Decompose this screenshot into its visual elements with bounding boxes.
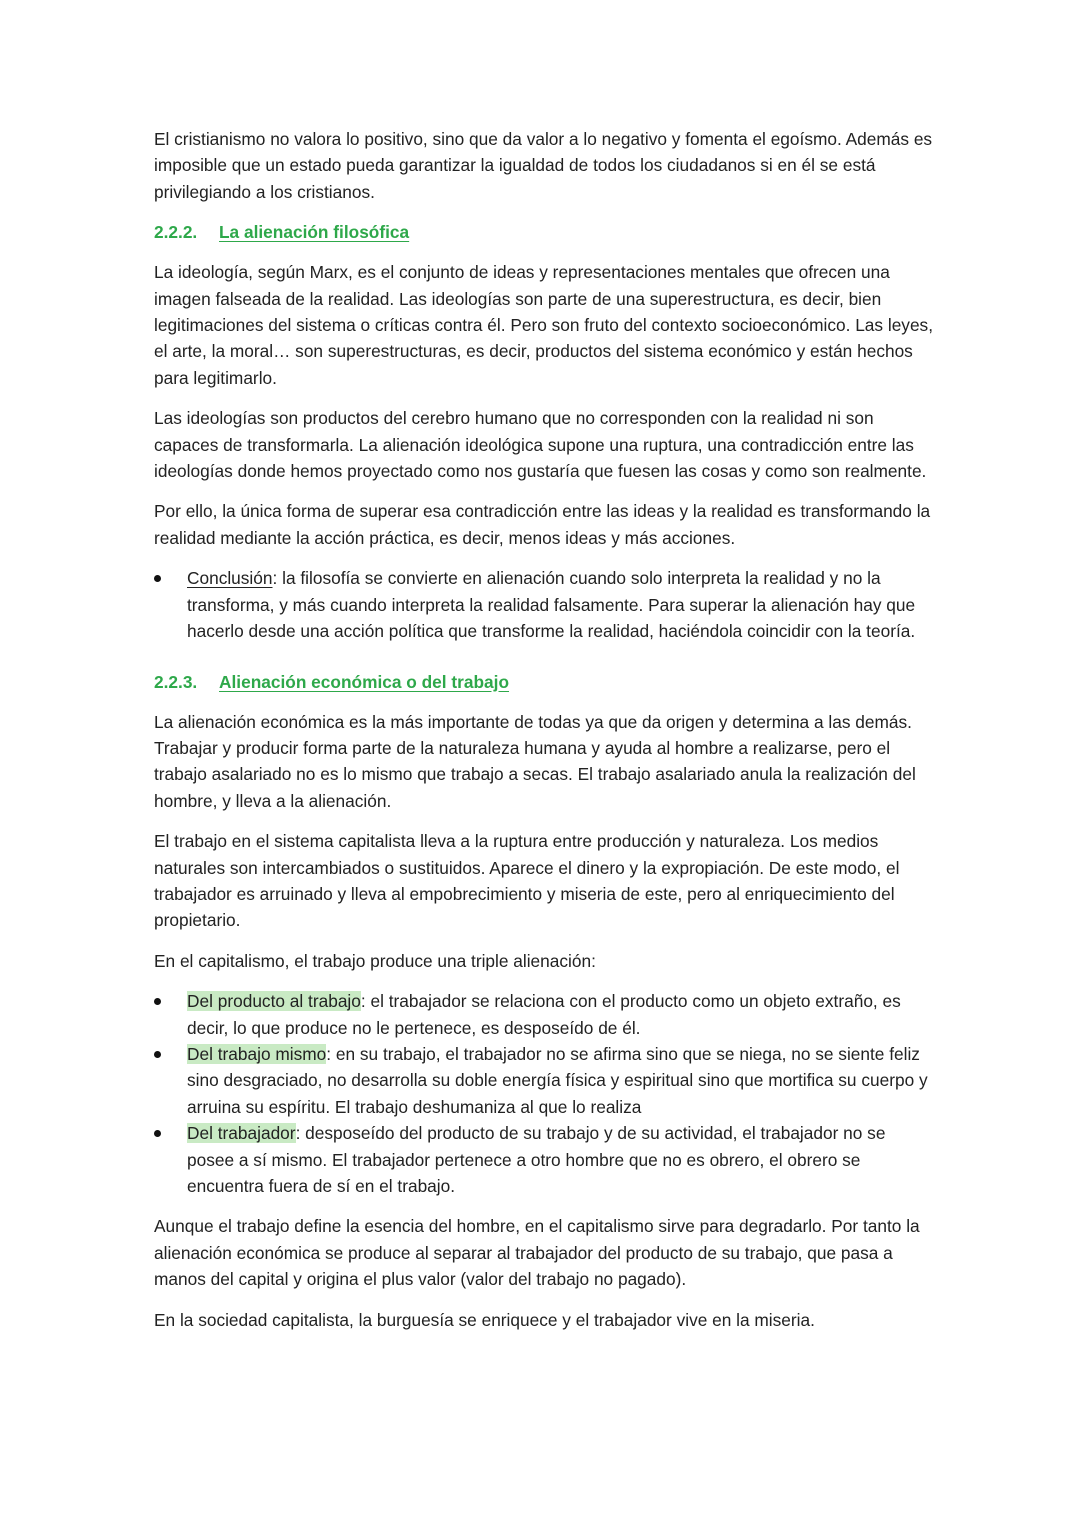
list-item [154,1120,934,1199]
highlighted-term: Del trabajador [187,1123,296,1144]
bullet-icon [154,998,161,1005]
conclusion-list [154,565,934,644]
section-number: 2.2.2. [154,222,198,243]
conclusion-text: : la filosofía se convierte en alienación cuando solo interpreta la realidad y no la transforma, y más cuando interpreta la realidad falsamente. Para superar la alienación hay que hacerlo desde una acción política que transforme la realidad, haciéndola coincidir con la teoría. [187,568,916,642]
document-page [154,126,934,1347]
highlighted-term: Del trabajo mismo [187,1043,327,1064]
body-paragraph: El trabajo en el sistema capitalista lleva a la ruptura entre producción y naturaleza. Los medios naturales son intercambiados o sustituidos. Aparece el dinero y la expropiación. De este modo, el trabajador es arruinado y lleva al empobrecimiento y miseria de este, pero al enriquecimiento del propietario. [154,831,900,931]
highlighted-term: Del producto al trabajo [187,991,361,1012]
body-paragraph: Las ideologías son productos del cerebro humano que no corresponden con la realidad ni son capaces de transformarla. La alienación ideológica supone una ruptura, una contradicción entre las ideologías donde hemos proyectado como nos gustaría que fuesen las cosas y como son realmente. [154,408,927,482]
body-paragraph: La alienación económica es la más importante de todas ya que da origen y determina a las demás. Trabajar y producir forma parte de la naturaleza humana y ayuda al hombre a realizarse, pero el trabajo asalariado no es lo mismo que trabajo a secas. El trabajo asalariado anula la realización del hombre, y lleva a la alienación. [154,711,916,811]
list-item-text: : en su trabajo, el trabajador no se afirma sino que se niega, no se siente feliz sino desgraciado, no desarrolla su doble energía física y espiritual sino que mortifica su cuerpo y arruina su espíritu. El trabajo deshumaniza al que lo realiza [187,1043,928,1117]
list-item [154,988,934,1041]
section-heading-2-2-2 [154,219,934,245]
body-paragraph: Aunque el trabajo define la esencia del hombre, en el capitalismo sirve para degradarlo. Por tanto la alienación económica se produce al separar al trabajador del producto de su trabajo, que pasa a manos del capital y origina el plus valor (valor del trabajo no pagado). [154,1216,920,1290]
list-item-text: : desposeído del producto de su trabajo y de su actividad, el trabajador no se posee a sí mismo. El trabajador pertenece a otro hombre que no es obrero, el obrero se encuentra fuera de sí en el trabajo. [187,1123,886,1196]
section-title: La alienación filosófica [219,222,410,243]
list-item [154,1041,934,1120]
intro-paragraph: El cristianismo no valora lo positivo, sino que da valor a lo negativo y fomenta el egoísmo. Además es imposible que un estado pueda garantizar la igualdad de todos los ciudadanos si en él se está privilegiando a los cristianos. [154,129,933,202]
bullet-icon [154,575,161,582]
bullet-icon [154,1051,161,1058]
section-heading-2-2-3 [154,669,934,695]
list-item [154,565,934,644]
body-paragraph: En el capitalismo, el trabajo produce una triple alienación: [154,950,596,971]
body-paragraph: En la sociedad capitalista, la burguesía se enriquece y el trabajador vive en la miseria. [154,1309,815,1330]
conclusion-term: Conclusión [187,568,273,589]
body-paragraph: La ideología, según Marx, es el conjunto de ideas y representaciones mentales que ofrecen una imagen falseada de la realidad. Las ideologías son parte de una superestructura, es decir, bien legitimaciones del sistema o críticas contra él. Pero son fruto del contexto socioeconómico. Las leyes, el arte, la moral… son superestructuras, es decir, productos del sistema económico y están hechos para legitimarlo. [154,262,933,388]
alienation-list [154,988,934,1199]
bullet-icon [154,1130,161,1137]
list-item-text: : el trabajador se relaciona con el producto como un objeto extraño, es decir, lo que produce no le pertenece, es desposeído de él. [187,991,901,1038]
section-number: 2.2.3. [154,671,198,692]
body-paragraph: Por ello, la única forma de superar esa contradicción entre las ideas y la realidad es transformando la realidad mediante la acción práctica, es decir, menos ideas y más acciones. [154,501,931,548]
section-title: Alienación económica o del trabajo [219,671,510,692]
